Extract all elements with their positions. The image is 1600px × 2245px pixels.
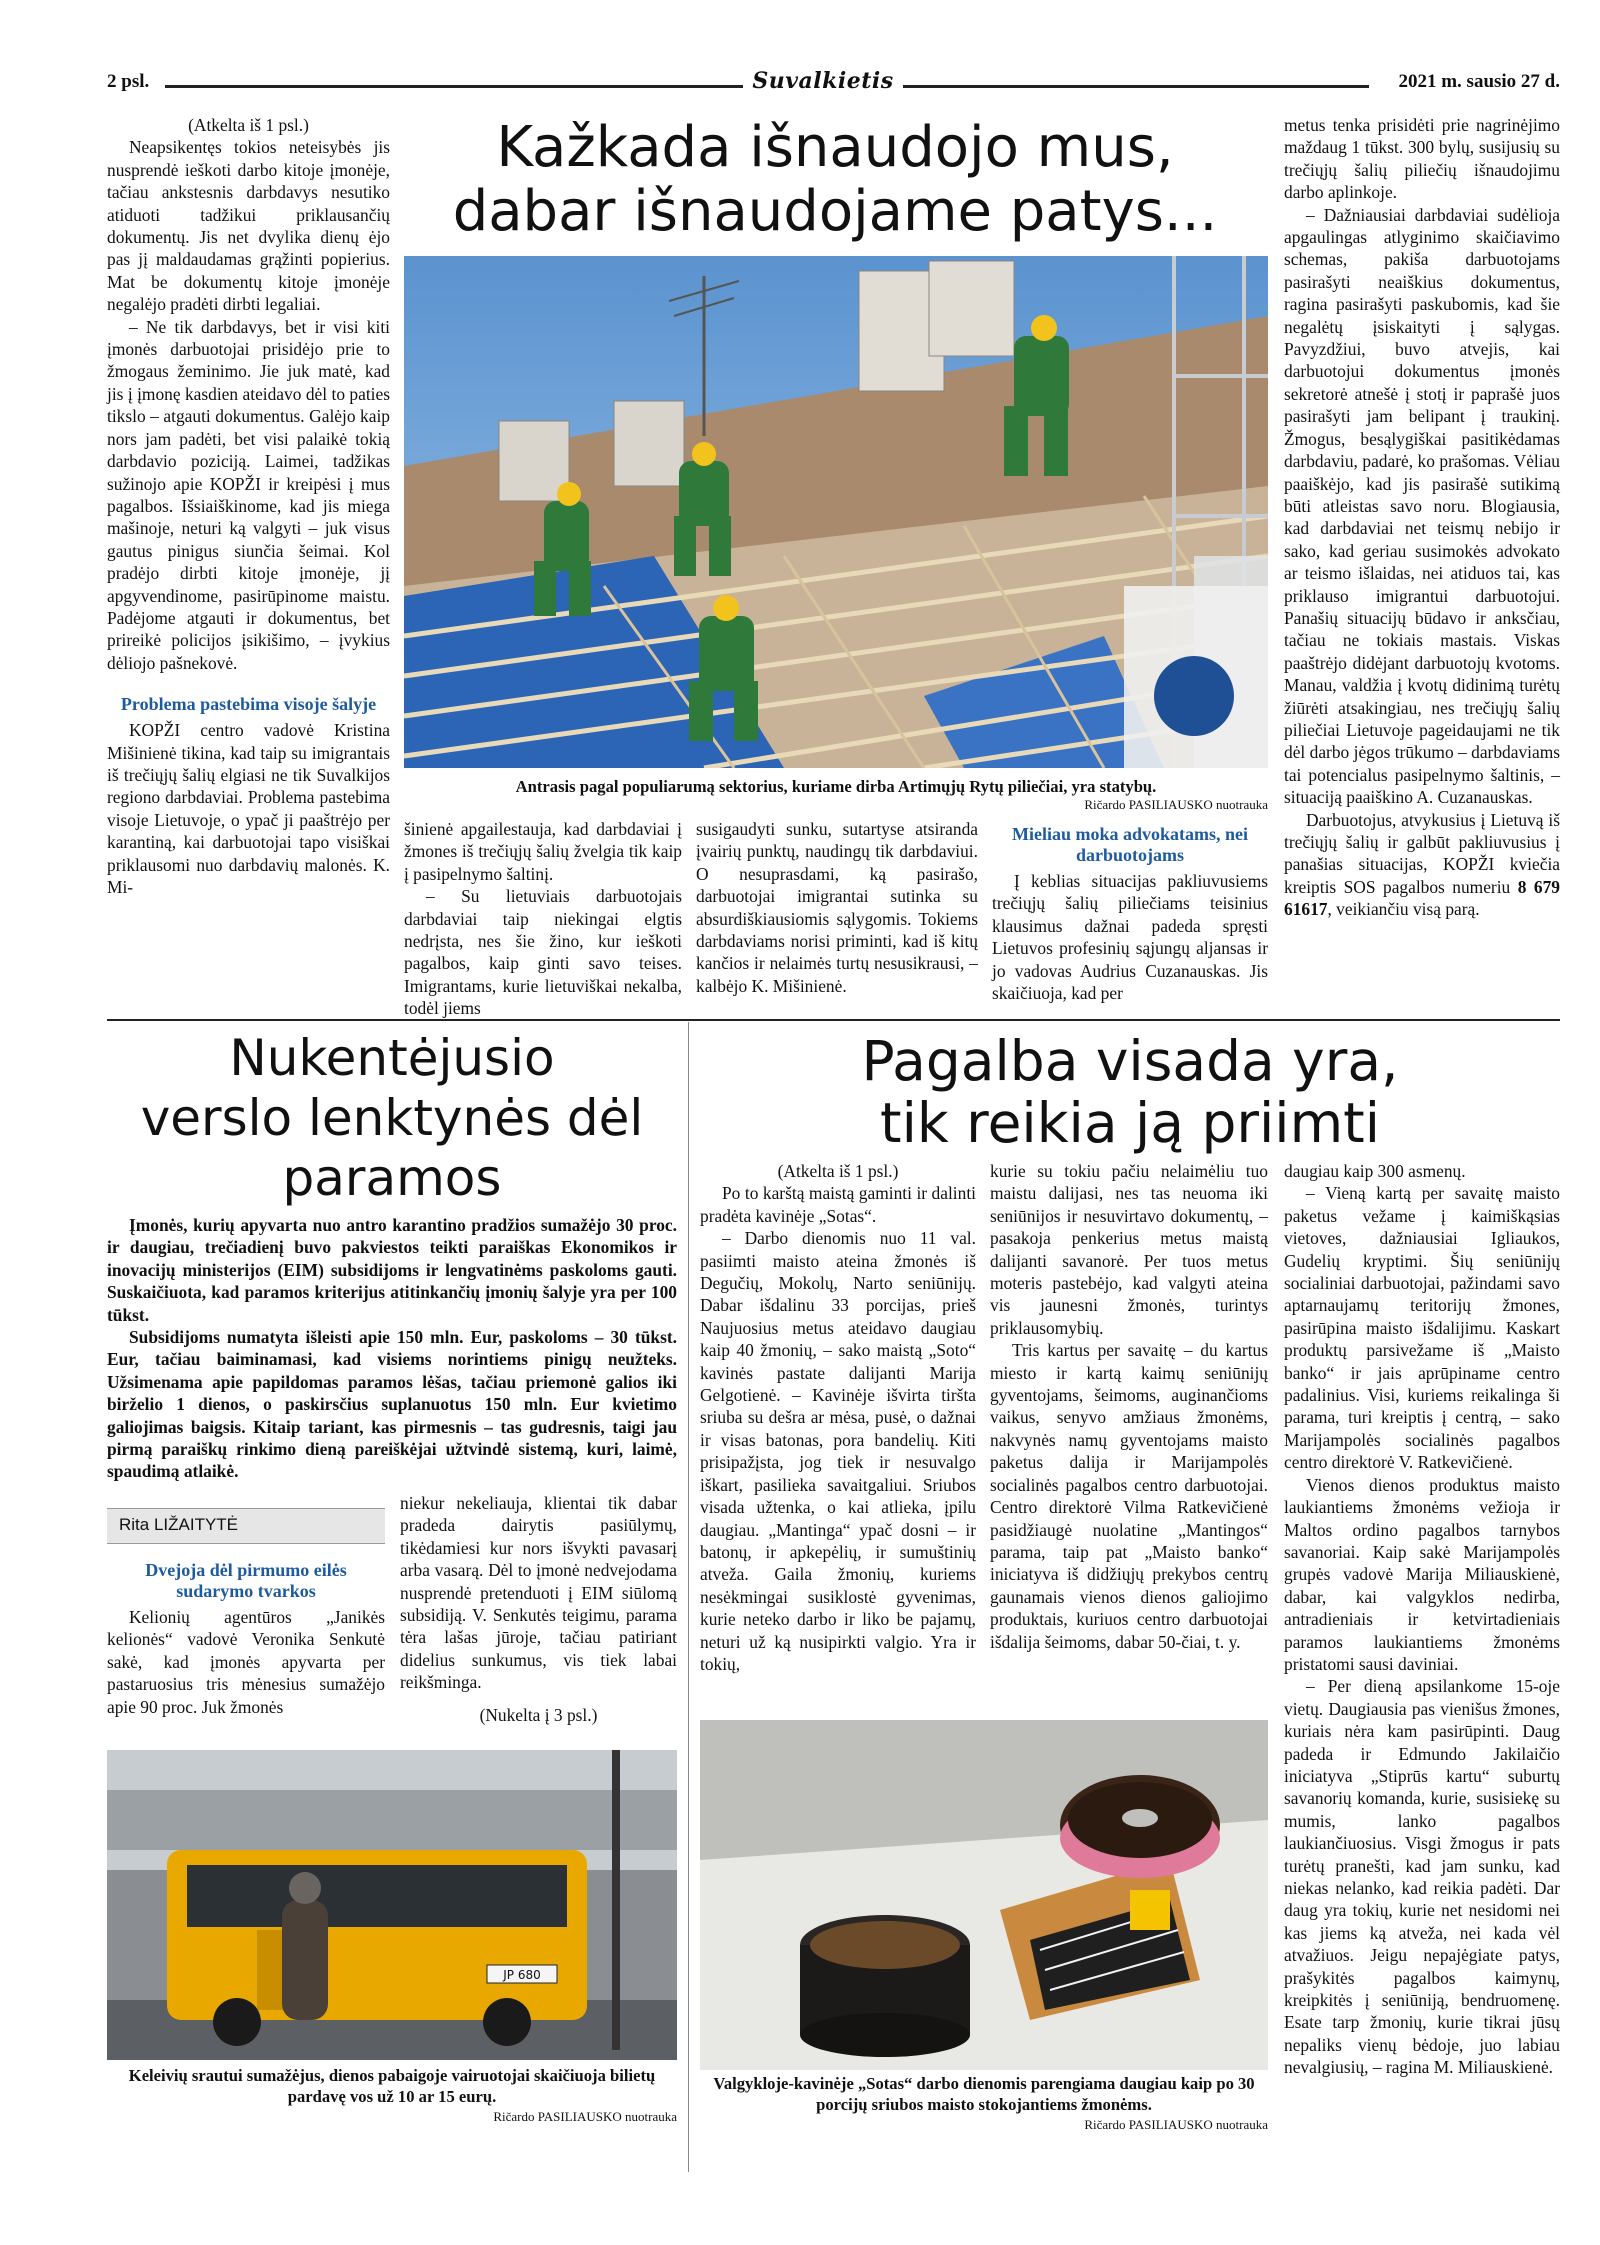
paragraph: daugiau kaip 300 asmenų. — [1284, 1161, 1466, 1181]
paragraph: – Darbo dienomis nuo 11 val. pasiimti maisto ateina žmonės iš Degučių, Mokolų, Narto seniūnijų. Dabar išdalinu 33 porcijas, prieš Naujuosius metus ateidavo daugiau kaip 40 žmonių, – sako maistą „Soto“ kavinės pastate dalijanti Marija Gelgotienė. – Kavinėje išvirta tiršta sriuba su dešra ar mėsa, pusė, o dažnai ir visas batonas, pora bandelių. Kiti prisipažįsta, jog tiek ir nesuvalgo iškart, pasilieka savaitgaliui. Sriubos visada užtenka, o kai atlieka, įpilu daugiau. „Mantinga“ ypač dosni – ir batonų, ir apkepėlių, ir sumuštinių atveža. Gaila žmonių, kuriems nesėkmingai susiklostė gyvenimas, kurie neteko darbo ir liko be pajamų, neturi už ką nusipirkti valgio. Yra ir tokių, — [700, 1228, 976, 1674]
roof-workers-image — [404, 256, 1268, 768]
issue-date: 2021 m. sausio 27 d. — [1398, 71, 1560, 92]
column-divider — [688, 1022, 689, 2172]
article1-col4 — [992, 818, 1268, 1004]
article1-col1 — [107, 114, 390, 898]
subhead-mieliau: Mieliau moka advokatams, nei darbuotojams — [1011, 824, 1248, 865]
sos-phone-number[interactable]: 8 679 61617 — [1284, 876, 1560, 920]
headline-line: paramos — [282, 1149, 502, 1207]
article2-col1 — [107, 1556, 385, 1718]
paragraph: niekur nekeliauja, klientai tik dabar pradeda dairytis pasiūlymų, tikėdamiesi kur nors išvykti pavasarį arba vasarą. Dėl to įmonė nedvejodama nusprendė pretenduoti į EIM siūlomą subsidiją. V. Senkutės teigimu, parama tėra lašas jūroje, tačiau patiriant didelius sunkumus, vis tiek labai reikšminga. — [400, 1493, 677, 1693]
header-rule-left — [165, 85, 743, 88]
bus-image — [107, 1750, 677, 2060]
article3-col1 — [700, 1160, 976, 1675]
paragraph: metus tenka prisidėti prie nagrinėjimo maždaug 1 tūkst. 300 bylų, susijusių su trečiųjų šalių piliečių išnaudojimu darbo aplinkoje. — [1284, 115, 1560, 203]
article2-headline — [107, 1028, 677, 1208]
roof-workers-photo — [404, 256, 1268, 768]
continued-from-label: (Atkelta iš 1 psl.) — [188, 115, 309, 135]
food-photo-credit: Ričardo PASILIAUSKO nuotrauka — [1084, 2117, 1268, 2132]
paragraph: – Dažniausiai darbdaviai sudėlioja apgaulingas atlyginimo skaičiavimo schemas, pakiša darbuotojams pasirašyti neaiškius dokumentus, ragina pasirašyti paskubomis, kad šie negalėtų įsiskaityti į sąlygas. Pavyzdžiui, buvo atvejis, kai darbuotojui dokumentus įmonės sekretorė atnešė į stotį ir paprašė juos pasirašyti jam belipant į traukinį. Žmogus, besąlygiškai pasitikėdamas darbdaviu, padarė, ko prašomas. Vėliau paaiškėjo, kad jis pasirašė sutikimą būti atleistas savo noru. Blogiausia, kad darbdaviai net teismų nebijo ir sako, kad geriau susimokės advokato ar teismo išlaidas, nei atiduos tai, kas priklauso imigrantui darbuotojui. Panašių situacijų būdavo ir anksčiau, tačiau ne tokiais mastais. Viskas paaštrėjo didėjant darbuotojų kvotoms. Manau, valdžia į kvotų didinimą turėtų žiūrėti atsakingiau, nes trečiųjų šalių piliečiai Lietuvoje pageidaujami ne tik dėl darbo jėgos trūkumo – darbdaviams tai potencialus pasipelnymo šaltinis, – situaciją paaiškino A. Cuzanauskas. — [1284, 204, 1560, 808]
headline-line: dabar išnaudojame patys... — [452, 179, 1218, 244]
paragraph: Vienos dienos produktus maisto laukiantiems žmonėms vežioja ir Maltos ordino pagalbos tarnybos savanoriai. Kaip sakė Marijampolės grupės vadovė Marija Miliauskienė, dabar, kai valgyklos nedirba, antradieniais ir ketvirtadieniais paramos laukiantiems žmonėms pristatomi sausi daviniai. — [1284, 1474, 1560, 1674]
page-number: 2 psl. — [107, 71, 150, 92]
headline-line: Pagalba visada yra, — [861, 1029, 1399, 1093]
headline-line: tik reikia ją priimti — [880, 1091, 1380, 1155]
newspaper-logo: Suvalkietis — [752, 68, 894, 94]
bus-photo — [107, 1750, 677, 2060]
paragraph: – Vieną kartą per savaitę maisto paketus vežame į kaimiškąsias vietoves, dažniausiai Igliaukos, Gudelių kryptimi. Šių seniūnijų socialiniai darbuotojai, pažindami savo aptarnaujamų teritorijų žmones, pasirūpina maisto išdalijimu. Kaskart produktų parsivežame iš „Maisto banko“ ir jais aprūpiname centro padalinius. Visi, kuriems reikalinga ši parama, turi kreiptis į centrą, – sako Marijampolės socialinės pagalbos centro direktorė V. Ratkevičienė. — [1284, 1183, 1560, 1473]
paragraph: šinienė apgailestauja, kad darbdaviai į žmones iš trečiųjų šalių žvelgia tik kaip į pasipelnymo šaltinį. — [404, 819, 682, 884]
paragraph: Įmonės, kurių apyvarta nuo antro karantino pradžios sumažėjo 30 proc. ir daugiau, trečiadienį buvo pakviestos teikti paraiškas Ekonomikos ir inovacijų ministerijos (EIM) subsidijoms ir lengvatinėms paskoloms gauti. Suskaičiuota, kad paramos kriterijus atitinkančių įmonių šalyje yra per 100 tūkst. — [107, 1215, 677, 1325]
paragraph: – Ne tik darbdavys, bet ir visi kiti įmonės darbuotojai prisidėjo prie to žmogaus žeminimo. Jie juk matė, kad jis į įmonę kasdien ateidavo dėl to paties tikslo – atgauti dokumentus. Galėjo kaip nors jam padėti, bet visi palaikė tokią darbdavio poziciją. Laimei, tadžikas sužinojo apie KOPŽI ir kreipėsi į mus pagalbos. Išsiaiškinome, kad jis miega mašinoje, neturi ką valgyti – juk visus gautus pinigus siunčia šeimai. Kol pradėjo dirbti kitoje įmonėje, jį apgyvendinome, pasirūpinome maistu. Padėjome atgauti ir dokumentus, bet prireikė policijos įsikišimo, – įvykius dėliojo pašnekovė. — [107, 316, 390, 673]
article2-col2 — [400, 1492, 677, 1726]
food-photo-caption: Valgykloje-kavinėje „Sotas“ darbo dienomis parengiama daugiau kaip po 30 porcijų sriubos maisto stokojantiems žmonėms. — [713, 2074, 1255, 2114]
roof-photo-credit: Ričardo PASILIAUSKO nuotrauka — [1084, 797, 1268, 812]
paragraph: Kelionių agentūros „Janikės kelionės“ vadovė Veronika Senkutė sakė, kad įmonės apyvarta per pastaruosius tris mėnesius sumažėjo apie 90 proc. Juk žmonės — [107, 1607, 385, 1717]
paragraph: kurie su tokiu pačiu nelaimėliu tuo maistu dalijasi, nes tas neuoma iki seniūnijos ir nesuvirtavo dokumentų, – pasakoja penkerius metus maistą dalijanti savanorė. Per tuos metus moteris pastebėjo, kad valgyti ateina vis jaunesni žmonės, turintys priklausomybių. — [990, 1161, 1268, 1338]
headline-line: Nukentėjusio — [229, 1029, 555, 1087]
bus-photo-credit: Ričardo PASILIAUSKO nuotrauka — [493, 2109, 677, 2124]
subhead-problema: Problema pastebima visoje šalyje — [120, 694, 377, 715]
paragraph: Neapsikentęs tokios neteisybės jis nusprendė ieškoti darbo kitoje įmonėje, tačiau ankstesnis darbdavys nesutiko atiduoti tadžikui priklausančių dokumentų. Jis net dvylika dienų ėjo pas jį maldaudamas grąžinti popierius. Mat be dokumentų kitoje įmonėje negalėjo pradėti dirbti legaliai. — [107, 137, 390, 315]
continued-to-label: (Nukelta į 3 psl.) — [479, 1704, 598, 1725]
author-box — [107, 1508, 385, 1544]
author-name: Rita LIŽAITYTĖ — [119, 1515, 239, 1534]
article1-col3 — [696, 818, 978, 997]
headline-line: verslo lenktynės dėl — [140, 1089, 644, 1147]
continued-from-label: (Atkelta iš 1 psl.) — [777, 1161, 899, 1181]
food-image — [700, 1720, 1268, 2070]
paragraph-text: Darbuotojus, atvykusius į Lietuvą iš trečiųjų šalių ir galbūt pakliuvusius į panašias situacijas, KOPŽI kviečia kreiptis SOS pagalbos numeriu — [1284, 809, 1560, 897]
headline-line: Kažkada išnaudojo mus, — [496, 115, 1174, 180]
paragraph — [1284, 809, 1560, 921]
bus-photo-caption: Keleivių srautui sumažėjus, dienos pabaigoje vairuotojai skaičiuoja bilietų pardavę vos už 10 ar 15 eurų. — [128, 2066, 656, 2106]
header-rule-right — [903, 85, 1369, 88]
article1-headline — [405, 116, 1265, 244]
paragraph: KOPŽI centro vadovė Kristina Mišinienė tikina, kad taip su imigrantais iš trečiųjų šalių elgiasi ne tik Suvalkijos regiono darbdaviai. Problema pastebima visoje Lietuvoje, o ypač ji paaštrėjo per karantiną, kai darbuotojai tapo visiškai priklausomi nuo darbdavių malonės. K. Mi- — [107, 720, 390, 897]
paragraph: Į keblias situacijas pakliuvusiems trečiųjų šalių piliečiams teisinius klausimus dažnai padeda spręsti Lietuvos profesinių sąjungų aljansas ir jo vadovas Audrius Cuzanauskas. Jis skaičiuoja, kad per — [992, 871, 1268, 1004]
paragraph-text: , veikiančiu visą parą. — [1327, 899, 1480, 920]
paragraph: Subsidijoms numatyta išleisti apie 150 mln. Eur, paskoloms – 30 tūkst. Eur, tačiau baiminamasi, kad visiems norintiems pinigų neužteks. Užsimenama apie papildomas paramos lėšas, tačiau priemonė galios iki birželio 1 dienos, o paskirsčius suplanuotus 150 mln. Eur kvietimo galiojimas baigsis. Kitaip tariant, kas pirmesnis – tas gudresnis, taigi jau pirmą paraiškų rinkimo dieną pareiškėjai užtvindė sistemą, kuri, laimė, spaudimą atlaikė. — [107, 1327, 677, 1482]
article1-col2 — [404, 818, 682, 1020]
article2-lede — [107, 1214, 677, 1483]
paragraph: Po to karštą maistą gaminti ir dalinti pradėta kavinėje „Sotas“. — [700, 1183, 976, 1226]
paragraph: – Per dieną apsilankome 15-oje vietų. Daugiausia pas vienišus žmones, kuriais nėra kam pasirūpinti. Daug padeda ir Edmundo Jakilaičio iniciatyva „Stiprūs kartu“ suburtų savanorių komanda, kurie, susisiekę su mumis, lanko pagalbos laukiančiuosius. Visgi žmogus ir pats turėtų pranešti, kad jam sunku, kad niekas nelanko, kad reikia padėti. Dar daug yra tokių, kurie net nesidomi nei kas jiems ką atveža, nei kada vėl atvažiuos. Jeigu nepajėgiate patys, prašykitės pagalbos kaimynų, kreipkitės į seniūniją, bendruomenę. Esate tarp žmonių, kurie tikrai jūsų nepaliks vienų bėdoje, juo labiau nevalgiusių, – ragina M. Miliauskienė. — [1284, 1676, 1560, 2078]
paragraph: susigaudyti sunku, sutartyse atsiranda įvairių punktų, naudingų tik darbdaviui. O nesuprasdami, ką pasirašo, darbuotojai imigrantai sutinka su absurdiškiausiomis sąlygomis. Tokiems darbdaviams norisi priminti, kad iš kitų kančios ir nelaimės turtų nesusikrausi, – kalbėjo K. Mišinienė. — [696, 819, 978, 996]
article3-col3 — [1284, 1160, 1560, 2079]
section-divider — [107, 1019, 1560, 1021]
article3-headline — [700, 1030, 1560, 1154]
paragraph: – Su lietuviais darbuotojais darbdaviai taip niekingai elgtis nedrįsta, nes šie žino, kur ieškoti pagalbos, kaip ginti savo teises. Imigrantams, kurie lietuviškai nekalba, todėl jiems — [404, 886, 682, 1019]
roof-photo-caption: Antrasis pagal populiarumą sektorius, kuriame dirba Artimųjų Rytų piliečiai, yra statybų. — [515, 777, 1157, 796]
license-plate: JP 680 — [503, 1968, 541, 1982]
article3-col2 — [990, 1160, 1268, 1653]
subhead-dvejoja: Dvejoja dėl pirmumo eilės sudarymo tvarkos — [145, 1560, 347, 1601]
paragraph: Tris kartus per savaitę – du kartus miesto ir kartą kaimų seniūnijų gyventojams, šeimoms, auginančioms vaikus, senyvo amžiaus žmonėms, nakvynės namų gyventojams maisto paketus dalija ir Marijampolės socialinės pagalbos centro darbuotojai. Centro direktorė Vilma Ratkevičienė pasidžiaugė nuolatine „Mantingos“ parama, taip pat „Maisto banko“ iniciatyva iš didžiųjų prekybos centrų gaunamais vienos dienos galiojimo produktais, kuriuos centro darbuotojai išdalija šeimoms, dabar 50-čiai, t. y. — [990, 1340, 1268, 1652]
food-photo — [700, 1720, 1268, 2070]
article1-col5 — [1284, 114, 1560, 921]
